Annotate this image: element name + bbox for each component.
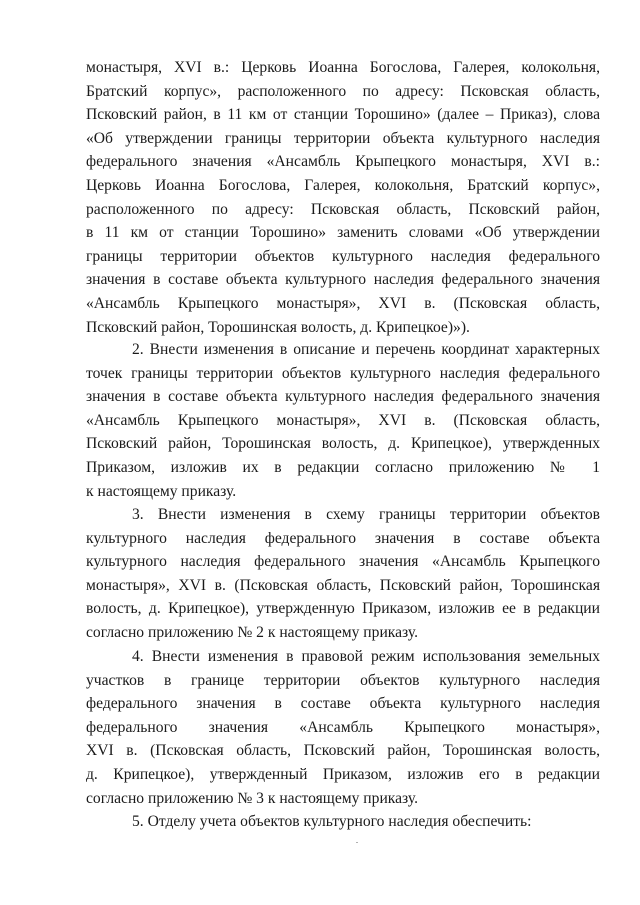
text-line: 2. Внести изменения в описание и перечень координат характерных [132, 341, 600, 358]
text-line: к настоящему приказу. [86, 482, 237, 500]
text-line: Церковь Иоанна Богослова, Галерея, колокольня, Братский корпус», [86, 176, 600, 194]
text-line: Братский корпус», расположенного по адресу: Псковская область, [86, 82, 600, 100]
text-line: значения в составе объекта культурного наследия федерального значения [86, 388, 600, 406]
text-line: 4. Внести изменения в правовой режим использования земельных [132, 648, 600, 665]
text-line: 3. Внести изменения в схему границы территории объектов [132, 506, 600, 523]
text-line: XVI в. (Псковская область, Псковский район, Торошинская волость, [86, 742, 600, 760]
scan-speck [356, 842, 358, 843]
text-line: федерального значения «Ансамбль Крыпецкого монастыря, XVI в.: [86, 153, 600, 171]
text-line: д. Крипецкое), утвержденный Приказом, изложив его в редакции [86, 765, 600, 783]
text-line: точек границы территории объектов культурного наследия федерального [86, 364, 600, 382]
text-line: участков в границе территории объектов культурного наследия [86, 671, 600, 689]
text-line: федерального значения в составе объекта культурного наследия [86, 695, 600, 713]
paragraph-3 [86, 503, 600, 645]
text-line: «Об утверждении границы территории объекта культурного наследия [86, 129, 600, 147]
paragraph-4 [86, 645, 600, 810]
text-line: культурного наследия федерального значения «Ансамбль Крыпецкого [86, 553, 600, 571]
text-line: Псковский район, в 11 км от станции Торошино» (далее – Приказ), слова [86, 106, 600, 124]
text-line: монастыря, XVI в.: Церковь Иоанна Богослова, Галерея, колокольня, [86, 59, 600, 76]
text-line: значения в составе объекта культурного наследия федерального значения [86, 271, 600, 289]
paragraph-5 [86, 810, 600, 834]
text-line: Псковский район, Торошинская волость, д. Крипецкое)»). [86, 318, 470, 336]
text-line: «Ансамбль Крыпецкого монастыря», XVI в. (Псковская область, [86, 294, 600, 312]
text-line: «Ансамбль Крыпецкого монастыря», XVI в. (Псковская область, [86, 411, 600, 429]
text-line: согласно приложению № 3 к настоящему приказу. [86, 789, 419, 807]
text-line: волость, д. Крипецкое), утвержденную Приказом, изложив ее в редакции [86, 600, 600, 618]
text-line: монастыря», XVI в. (Псковская область, Псковский район, Торошинская [86, 576, 600, 594]
text-line: Псковский район, Торошинская волость, д. Крипецкое), утвержденных [86, 435, 600, 453]
text-line: Приказом, изложив их в редакции согласно приложению № 1 [86, 458, 600, 476]
text-line: границы территории объектов культурного наследия федерального [86, 247, 600, 265]
text-line: 5. Отделу учета объектов культурного наследия обеспечить: [132, 813, 532, 830]
paragraph-1 [86, 56, 600, 339]
paragraph-2 [86, 338, 600, 503]
text-line: расположенного по адресу: Псковская область, Псковский район, [86, 200, 600, 218]
text-line: согласно приложению № 2 к настоящему приказу. [86, 623, 419, 641]
text-line: в 11 км от станции Торошино» заменить словами «Об утверждении [86, 224, 600, 242]
text-line: культурного наследия федерального значения в составе объекта [86, 529, 600, 547]
text-line: федерального значения «Ансамбль Крыпецкого монастыря», [86, 718, 600, 736]
